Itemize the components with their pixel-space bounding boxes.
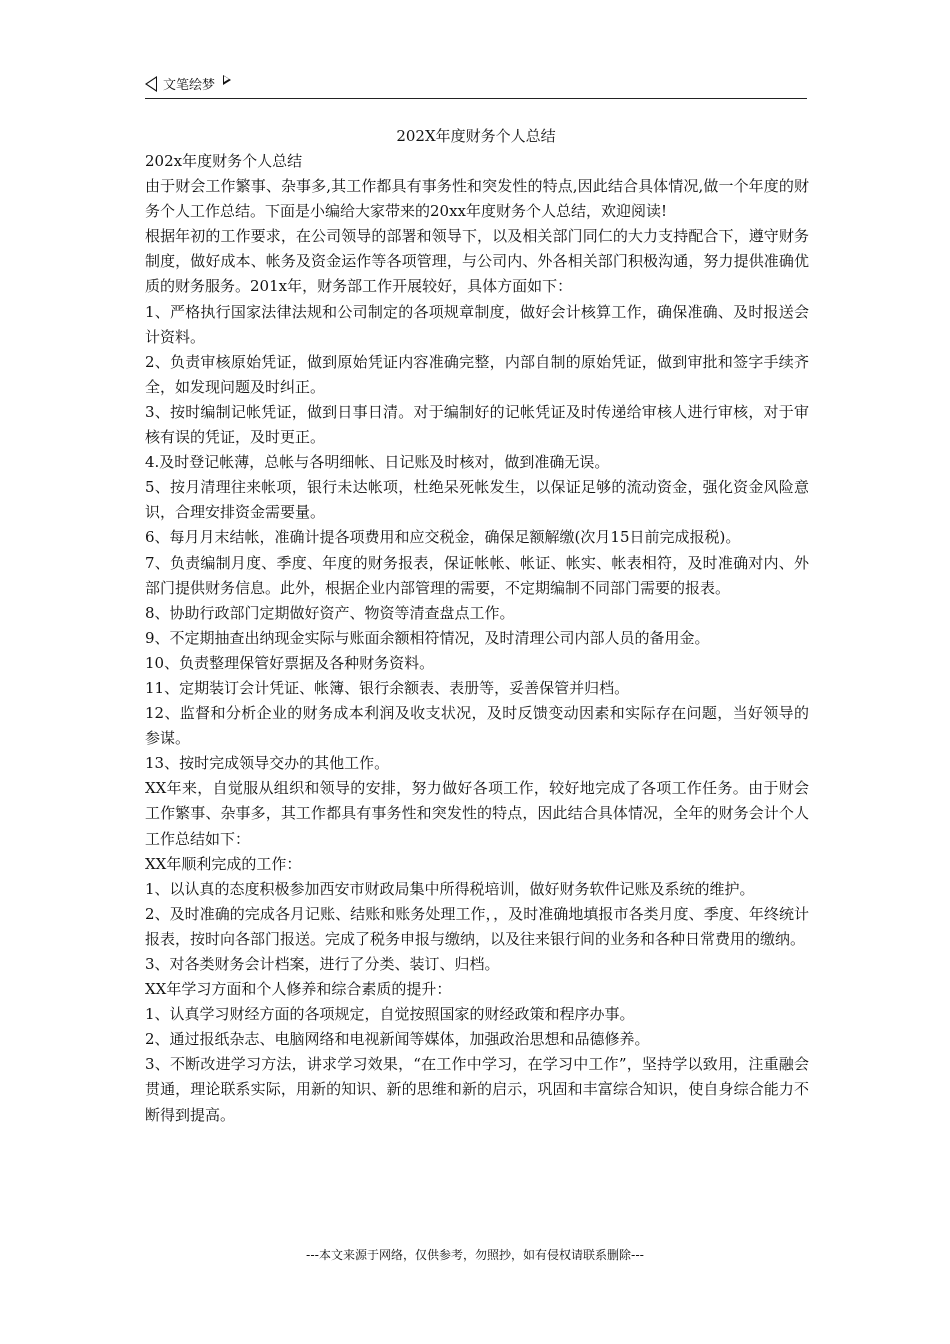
document-title: 202X年度财务个人总结 bbox=[396, 127, 556, 145]
paragraph: 9、不定期抽查出纳现金实际与账面余额相符情况，及时清理公司内部人员的备用金。 bbox=[145, 628, 710, 647]
paragraph: 1、严格执行国家法律法规和公司制定的各项规章制度，做好会计核算工作，确保准确、及时报送会计资料。 bbox=[145, 302, 809, 346]
paragraph: 13、按时完成领导交办的其他工作。 bbox=[145, 754, 390, 773]
footer-disclaimer: ---本文来源于网络，仅供参考，勿照抄，如有侵权请联系删除--- bbox=[306, 1248, 644, 1262]
paragraph: XX年学习方面和个人修养和综合素质的提升： bbox=[145, 980, 452, 999]
paragraph: 2、及时准确的完成各月记账、结账和账务处理工作，，及时准确地填报市各类月度、季度、年终统计报表，按时向各部门报送。完成了税务申报与缴纳，以及往来银行间的业务和各种日常费用的缴纳。 bbox=[145, 904, 809, 948]
paragraph: 5、按月清理往来帐项，银行未达帐项，杜绝呆死帐发生，以保证足够的流动资金，强化资金风险意识，合理安排资金需要量。 bbox=[145, 478, 809, 522]
paragraph: 3、对各类财务会计档案，进行了分类、装订、归档。 bbox=[145, 955, 500, 973]
paragraph: XX年来，自觉服从组织和领导的安排，努力做好各项工作，较好地完成了各项工作任务。由于财会工作繁事、杂事多，其工作都具有事务性和突发性的特点，因此结合具体情况，全年的财务会计个人工作总结如下： bbox=[145, 779, 809, 848]
triangle-right-icon bbox=[223, 75, 231, 85]
paragraph: 3、按时编制记帐凭证，做到日事日清。对于编制好的记帐凭证及时传递给审核人进行审核，对于审核有误的凭证，及时更正。 bbox=[145, 402, 809, 447]
paragraph: 2、负责审核原始凭证，做到原始凭证内容准确完整，内部自制的原始凭证，做到审批和签字手续齐全，如发现问题及时纠正。 bbox=[145, 352, 809, 396]
paragraph: 1、认真学习财经方面的各项规定，自觉按照国家的财经政策和程序办事。 bbox=[145, 1005, 635, 1024]
paragraph: 202x年度财务个人总结 bbox=[145, 152, 303, 170]
paragraph: 3、不断改进学习方法，讲求学习效果，“在工作中学习，在学习中工作”，坚持学以致用，注重融会贯通，理论联系实际，用新的知识、新的思维和新的启示，巩固和丰富综合知识，使自身综合能力不断得到提高。 bbox=[145, 1055, 809, 1124]
paragraph: 2、通过报纸杂志、电脑网络和电视新闻等媒体，加强政治思想和品德修养。 bbox=[145, 1030, 650, 1049]
paragraph: 根据年初的工作要求，在公司领导的部署和领导下，以及相关部门同仁的大力支持配合下，遵守财务制度，做好成本、帐务及资金运作等各项管理，与公司内、外各相关部门积极沟通，努力提供准确优质的财务服务。201x年，财务部工作开展较好，具体方面如下： bbox=[145, 227, 809, 296]
page-header bbox=[145, 72, 807, 99]
paragraph: 11、定期装订会计凭证、帐簿、银行余额表、表册等，妥善保管并归档。 bbox=[145, 678, 630, 697]
paragraph: 8、协助行政部门定期做好资产、物资等清查盘点工作。 bbox=[145, 603, 515, 622]
paragraph: 6、每月月末结帐，准确计提各项费用和应交税金，确保足额解缴(次月15日前完成报税)。 bbox=[145, 528, 741, 547]
document-body bbox=[145, 149, 809, 1128]
paragraph: 10、负责整理保管好票据及各种财务资料。 bbox=[145, 653, 435, 672]
triangle-left-icon bbox=[145, 76, 157, 92]
paragraph: 7、负责编制月度、季度、年度的财务报表，保证帐帐、帐证、帐实、帐表相符，及时准确对内、外部门提供财务信息。此外，根据企业内部管理的需要，不定期编制不同部门需要的报表。 bbox=[145, 553, 809, 597]
brand-logo bbox=[145, 74, 231, 93]
brand-name: 文笔绘梦 bbox=[163, 78, 216, 93]
paragraph: 1、以认真的态度积极参加西安市财政局集中所得税培训，做好财务软件记账及系统的维护。 bbox=[145, 879, 755, 898]
paragraph: 12、监督和分析企业的财务成本利润及收支状况，及时反馈变动因素和实际存在问题，当好领导的参谋。 bbox=[145, 704, 809, 748]
paragraph: XX年顺利完成的工作： bbox=[145, 854, 302, 873]
paragraph: 4.及时登记帐薄，总帐与各明细帐、日记账及时核对，做到准确无误。 bbox=[145, 453, 610, 472]
paragraph: 由于财会工作繁事、杂事多,其工作都具有事务性和突发性的特点,因此结合具体情况,做一个年度的财务个人工作总结。下面是小编给大家带来的20xx年度财务个人总结，欢迎阅读! bbox=[145, 177, 809, 221]
